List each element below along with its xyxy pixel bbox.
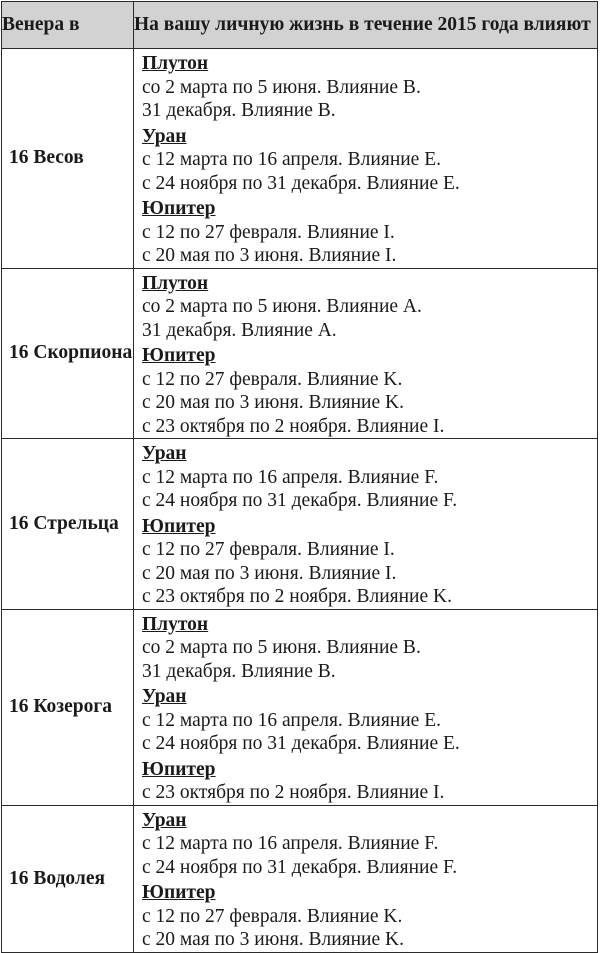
period-line: с 12 марта по 16 апреля. Влияние F.: [142, 833, 439, 854]
row-content: [134, 268, 598, 439]
period-line: с 20 мая по 3 июня. Влияние K.: [142, 392, 404, 413]
row-content: [134, 439, 598, 610]
period-line: со 2 марта по 5 июня. Влияние A.: [142, 296, 422, 317]
period-line: с 12 по 27 февраля. Влияние K.: [142, 905, 403, 927]
planet-name: Юпитер: [142, 198, 216, 219]
planet-name: Уран: [142, 809, 187, 831]
period-line: с 12 по 27 февраля. Влияние I.: [142, 539, 395, 560]
header-row: [2, 2, 598, 49]
row-label: 16 Весов: [2, 49, 134, 269]
period-line: со 2 марта по 5 июня. Влияние B.: [142, 76, 421, 98]
planet-name: Юпитер: [142, 345, 216, 366]
period-line: с 12 по 27 февраля. Влияние K.: [142, 368, 403, 390]
header-venus-column: Венера в: [2, 2, 134, 49]
period-line: 31 декабря. Влияние B.: [142, 660, 336, 682]
row-label: 16 Скорпиона: [2, 268, 134, 439]
influence-table: [1, 1, 598, 953]
planet-name: Плутон: [142, 53, 209, 74]
period-line: с 24 ноября по 31 декабря. Влияние F.: [142, 490, 458, 511]
planet-name: Плутон: [142, 272, 209, 294]
row-content: [134, 805, 598, 952]
period-line: с 24 ноября по 31 декабря. Влияние F.: [142, 856, 458, 878]
row-content: [134, 609, 598, 805]
header-influence-column: На вашу личную жизнь в течение 2015 года влияют: [134, 2, 598, 49]
planet-name: Юпитер: [142, 882, 216, 903]
period-line: с 20 мая по 3 июня. Влияние I.: [142, 562, 397, 584]
period-line: с 20 мая по 3 июня. Влияние K.: [142, 929, 404, 950]
row-label: 16 Водолея: [2, 805, 134, 952]
period-line: 31 декабря. Влияние A.: [142, 319, 337, 341]
period-line: с 12 марта по 16 апреля. Влияние F.: [142, 466, 439, 488]
table-row: [2, 268, 598, 439]
planet-name: Юпитер: [142, 515, 216, 537]
period-line: с 24 ноября по 31 декабря. Влияние E.: [142, 733, 460, 754]
period-line: с 24 ноября по 31 декабря. Влияние E.: [142, 172, 460, 194]
table-row: [2, 805, 598, 952]
table-row: [2, 49, 598, 269]
row-label: 16 Стрельца: [2, 439, 134, 610]
period-line: с 23 октября по 2 ноября. Влияние I.: [142, 782, 445, 803]
planet-name: Уран: [142, 686, 187, 707]
period-line: с 23 октября по 2 ноября. Влияние K.: [142, 586, 452, 607]
table-row: [2, 439, 598, 610]
period-line: с 12 марта по 16 апреля. Влияние E.: [142, 149, 442, 170]
planet-name: Уран: [142, 125, 187, 147]
period-line: 31 декабря. Влияние B.: [142, 100, 336, 121]
row-content: [134, 49, 598, 269]
row-label: 16 Козерога: [2, 609, 134, 805]
planet-name: Плутон: [142, 613, 209, 635]
table-row: [2, 609, 598, 805]
period-line: с 12 марта по 16 апреля. Влияние E.: [142, 709, 442, 731]
period-line: с 23 октября по 2 ноября. Влияние I.: [142, 415, 445, 437]
planet-name: Уран: [142, 443, 187, 464]
period-line: со 2 марта по 5 июня. Влияние B.: [142, 637, 421, 658]
planet-name: Юпитер: [142, 758, 216, 780]
period-line: с 12 по 27 февраля. Влияние I.: [142, 221, 395, 243]
period-line: с 20 мая по 3 июня. Влияние I.: [142, 245, 397, 266]
